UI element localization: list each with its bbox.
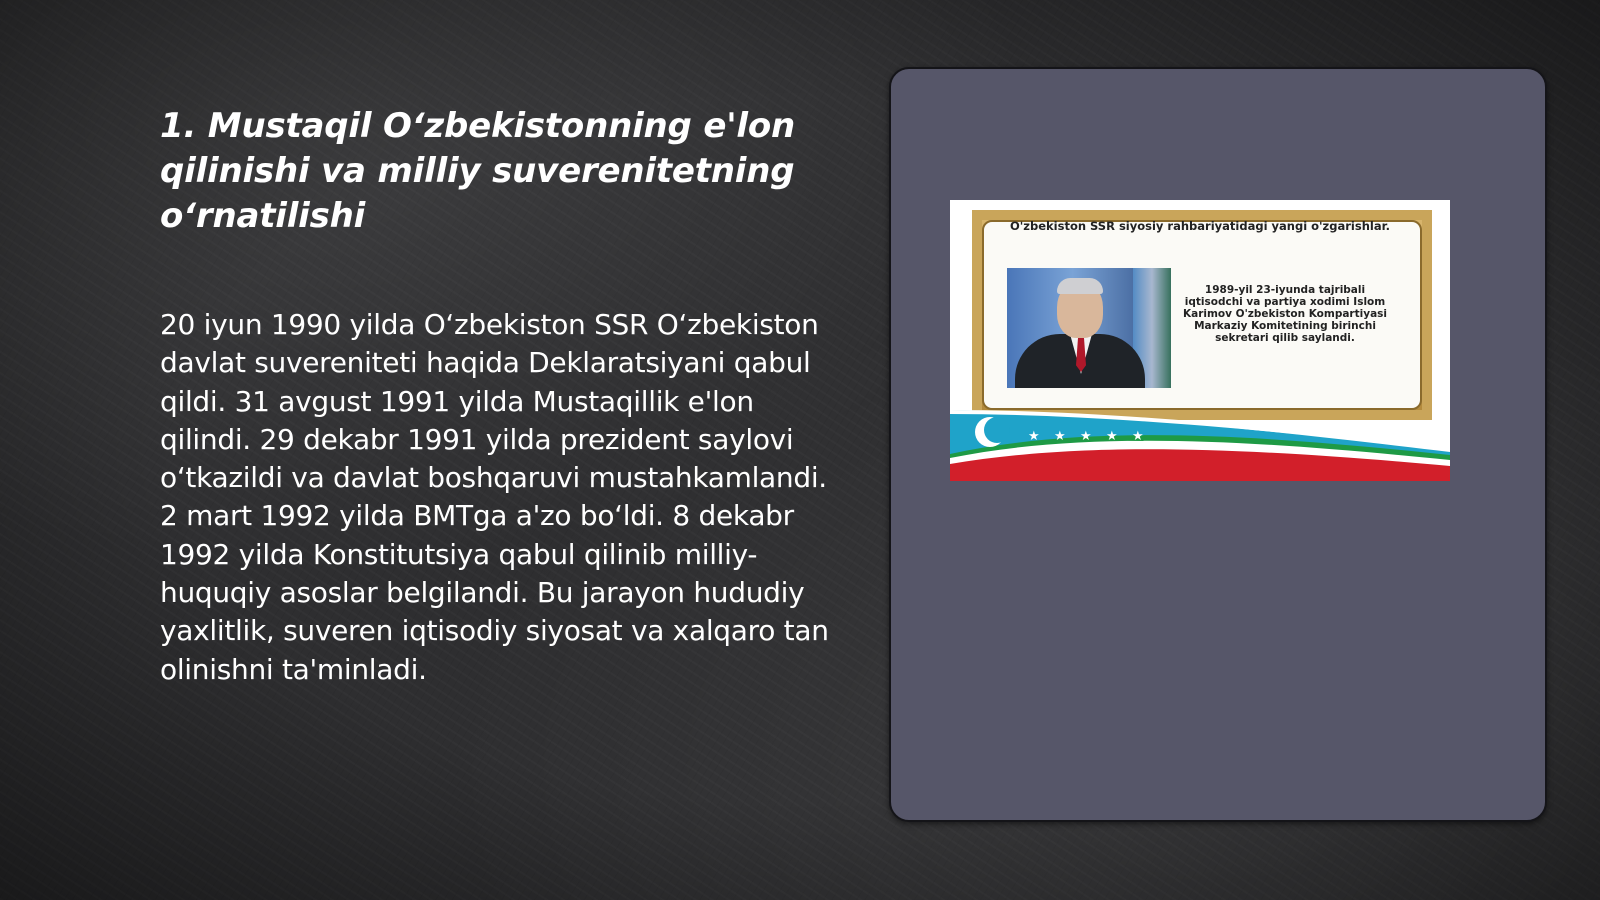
- flag-star: ★: [1054, 429, 1066, 444]
- slide-body-text: 20 iyun 1990 yilda O‘zbekiston SSR O‘zbekiston davlat suvereniteti haqida Deklaratsiyani qabul qildi. 31 avgust 1991 yilda Mustaqillik e'lon qilindi. 29 dekabr 1991 yilda prezident saylovi o‘tkazildi va davlat boshqaruvi mustahkamlandi. 2 mart 1992 yilda BMTga a'zo bo‘ldi. 8 dekabr 1992 yilda Konstitutsiya qabul qilinib milliy-huquqiy asoslar belgilandi. Bu jarayon hududiy yaxlitlik, suveren iqtisodiy siyosat va xalqaro tan olinishni ta'minladi.: [160, 308, 829, 686]
- flag-star: ★: [1132, 429, 1144, 444]
- image-caption-title: O'zbekiston SSR siyosiy rahbariyatidagi yangi o'zgarishlar.: [1010, 219, 1390, 233]
- flag-star: ★: [1028, 429, 1040, 444]
- portrait-hair: [1057, 278, 1103, 294]
- flag-star: ★: [1080, 429, 1092, 444]
- portrait-photo: [1007, 268, 1171, 388]
- slide-title: 1. Mustaqil O‘zbekistonning e'lon qilinishi va milliy suverenitetning o‘rnatilishi: [160, 106, 796, 236]
- slide-image[interactable]: [950, 200, 1450, 481]
- image-caption-text: 1989-yil 23-iyunda tajribali iqtisodchi va partiya xodimi Islom Karimov O'zbekiston Kompartiyasi Markaziy Komitetining birinchi sekretari qilib saylandi.: [1182, 284, 1388, 344]
- flag-star: ★: [1106, 429, 1118, 444]
- flag-wave-decoration: [950, 410, 1450, 481]
- flag-crescent-inner: [984, 417, 1010, 443]
- image-panel: [889, 67, 1547, 822]
